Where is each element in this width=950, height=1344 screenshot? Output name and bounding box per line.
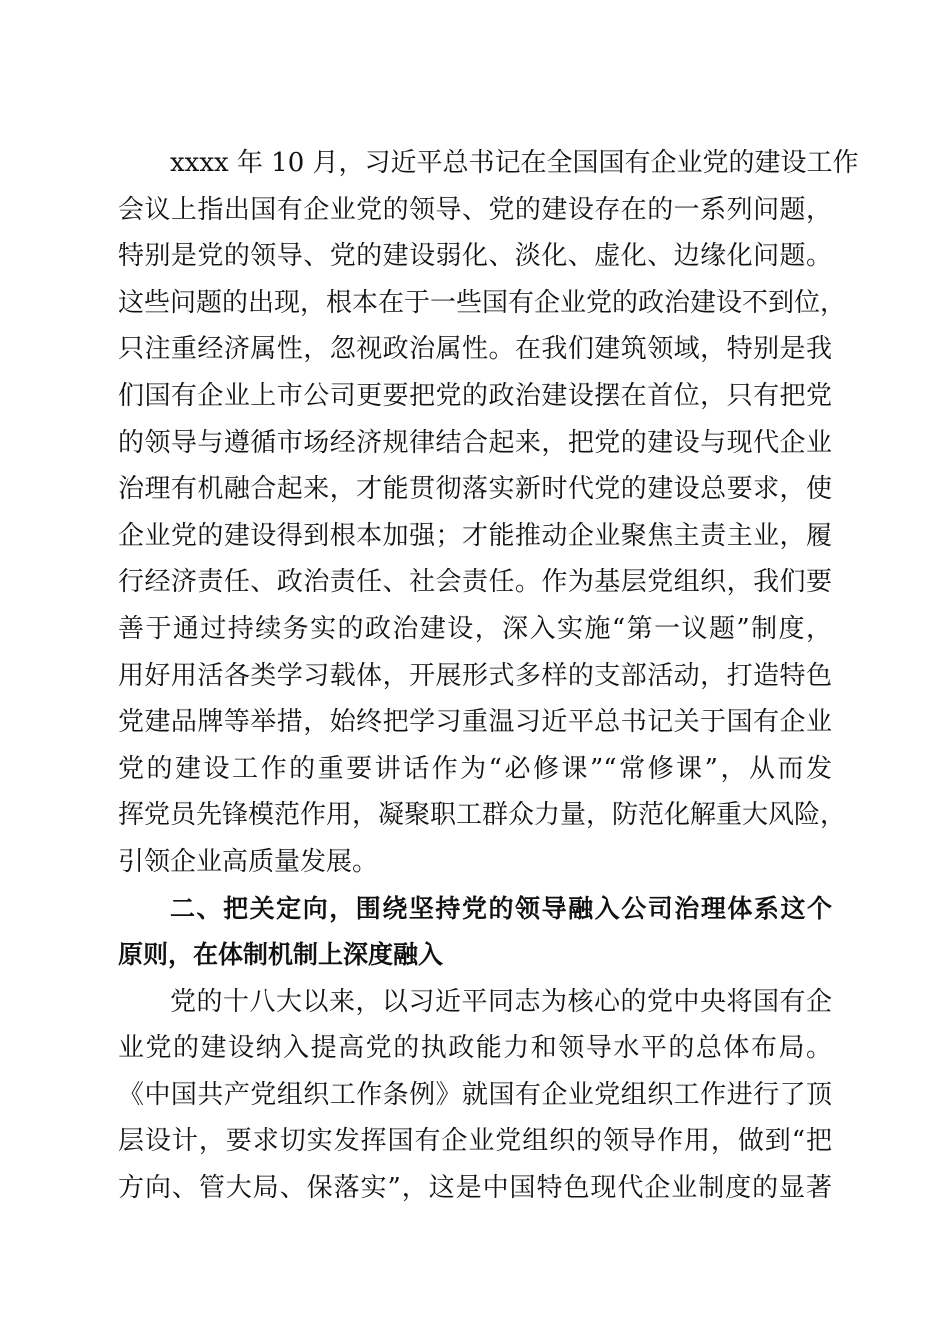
text-line: 挥党员先锋模范作用，凝聚职工群众力量，防范化解重大风险， (118, 800, 847, 831)
heading-line: 二、把关定向，围绕坚持党的领导融入公司治理体系这个 (170, 893, 832, 923)
paragraph-party-political-building (118, 140, 859, 886)
text-line: 党建品牌等举措，始终把学习重温习近平总书记关于国有企业 (118, 707, 832, 738)
text-line: 业党的建设纳入提高党的执政能力和领导水平的总体布局。 (118, 1033, 832, 1064)
text-line: 的领导与遵循市场经济规律结合起来，把党的建设与现代企业 (118, 427, 832, 458)
text-line: 引领企业高质量发展。 (118, 846, 379, 877)
text-line: xxxx 年 10 月，习近平总书记在全国国有企业党的建设工作 (170, 148, 859, 178)
text-line: 善于通过持续务实的政治建设，深入实施“第一议题”制度， (118, 613, 832, 644)
text-line: 用好用活各类学习载体，开展形式多样的支部活动，打造特色 (118, 660, 832, 691)
text-line: 《中国共产党组织工作条例》就国有企业党组织工作进行了顶 (118, 1079, 832, 1110)
text-line: 党的建设工作的重要讲话作为“必修课”“常修课”，从而发 (118, 753, 832, 784)
text-line: 只注重经济属性，忽视政治属性。在我们建筑领域，特别是我 (118, 334, 832, 365)
text-line: 们国有企业上市公司更要把党的政治建设摆在首位，只有把党 (118, 380, 832, 411)
text-line: 方向、管大局、保落实”，这是中国特色现代企业制度的显著 (118, 1173, 832, 1204)
section-heading (118, 886, 832, 979)
text-line: 这些问题的出现，根本在于一些国有企业党的政治建设不到位， (118, 287, 847, 318)
text-line: 会议上指出国有企业党的领导、党的建设存在的一系列问题， (118, 194, 832, 225)
document-body (118, 140, 859, 1212)
text-line: 层设计，要求切实发挥国有企业党组织的领导作用，做到“把 (118, 1126, 832, 1157)
text-line: 行经济责任、政治责任、社会责任。作为基层党组织，我们要 (118, 567, 832, 598)
text-line: 治理有机融合起来，才能贯彻落实新时代党的建设总要求，使 (118, 474, 832, 505)
paragraph-party-leadership-soe (118, 979, 832, 1212)
text-line: 党的十八大以来，以习近平同志为核心的党中央将国有企 (170, 986, 832, 1017)
text-line: 特别是党的领导、党的建设弱化、淡化、虚化、边缘化问题。 (118, 241, 832, 272)
heading-line: 原则，在体制机制上深度融入 (118, 940, 444, 970)
text-line: 企业党的建设得到根本加强；才能推动企业聚焦主责主业，履 (118, 520, 832, 551)
